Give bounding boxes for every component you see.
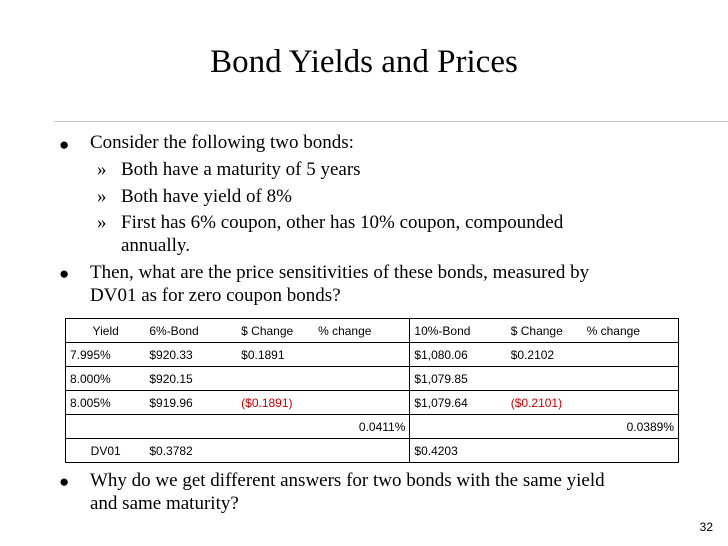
table-cell — [314, 391, 410, 415]
table-cell — [237, 367, 314, 391]
table-cell — [237, 439, 314, 463]
table-cell: $0.1891 — [237, 343, 314, 367]
table-cell — [237, 415, 314, 439]
bullet-2-line1: Then, what are the price sensitivities of these bonds, measured by — [90, 262, 590, 283]
table-cell — [314, 367, 410, 391]
sub-bullet-2: Both have yield of 8% — [121, 186, 292, 207]
table-row — [66, 367, 679, 391]
header-cell: 10%-Bond — [410, 319, 507, 343]
table-cell: $919.96 — [145, 391, 237, 415]
table-cell — [314, 343, 410, 367]
table-cell-negative: ($0.1891) — [237, 391, 314, 415]
table-cell — [507, 415, 583, 439]
table-cell: $0.3782 — [145, 439, 237, 463]
table-cell: $0.2102 — [507, 343, 583, 367]
table-cell: $1,080.06 — [410, 343, 507, 367]
table-cell — [583, 343, 679, 367]
table-cell-negative: ($0.2101) — [507, 391, 583, 415]
table-cell-pct: 0.0389% — [583, 415, 679, 439]
table-row — [66, 391, 679, 415]
bullet-dot: ● — [59, 264, 70, 283]
table-cell: 8.000% — [66, 367, 146, 391]
table-cell — [507, 439, 583, 463]
table-cell-pct: 0.0411% — [314, 415, 410, 439]
table-row — [66, 343, 679, 367]
table-cell — [66, 415, 146, 439]
sub-bullet-3-cont: annually. — [121, 235, 190, 256]
table-cell: 7.995% — [66, 343, 146, 367]
sub-bullet-1: Both have a maturity of 5 years — [121, 159, 361, 180]
bullet-dot: ● — [59, 472, 70, 491]
table-cell — [410, 415, 507, 439]
sub-bullet-3: First has 6% coupon, other has 10% coupon, compounded — [121, 212, 564, 233]
table-cell: $920.15 — [145, 367, 237, 391]
slide-title: Bond Yields and Prices — [210, 44, 518, 80]
table-row — [66, 439, 679, 463]
header-cell: 6%-Bond — [145, 319, 237, 343]
header-cell: $ Change — [507, 319, 583, 343]
table-cell — [507, 367, 583, 391]
bond-price-table — [65, 318, 679, 463]
sub-bullet-marker: » — [97, 159, 107, 180]
bullet-3-line1: Why do we get different answers for two bonds with the same yield — [90, 470, 605, 491]
sub-bullet-marker: » — [97, 212, 107, 233]
table-cell: $1,079.85 — [410, 367, 507, 391]
sub-bullet-marker: » — [97, 186, 107, 207]
bullet-dot: ● — [59, 135, 70, 154]
table-cell — [145, 415, 237, 439]
header-cell: Yield — [66, 319, 146, 343]
table-cell: $1,079.64 — [410, 391, 507, 415]
bullet-1-text: Consider the following two bonds: — [90, 132, 354, 153]
bullet-2-line2: DV01 as for zero coupon bonds? — [90, 285, 341, 306]
page-number: 32 — [699, 520, 713, 534]
table-cell — [583, 367, 679, 391]
header-cell: % change — [583, 319, 679, 343]
table-row — [66, 415, 679, 439]
title-divider — [54, 121, 728, 122]
bullet-3-line2: and same maturity? — [90, 493, 239, 514]
table-header-row — [66, 319, 679, 343]
table-cell: DV01 — [66, 439, 146, 463]
table-cell — [314, 439, 410, 463]
table-cell — [583, 439, 679, 463]
table-cell — [583, 391, 679, 415]
table-cell: 8.005% — [66, 391, 146, 415]
table-cell: $0.4203 — [410, 439, 507, 463]
header-cell: % change — [314, 319, 410, 343]
header-cell: $ Change — [237, 319, 314, 343]
table-cell: $920.33 — [145, 343, 237, 367]
